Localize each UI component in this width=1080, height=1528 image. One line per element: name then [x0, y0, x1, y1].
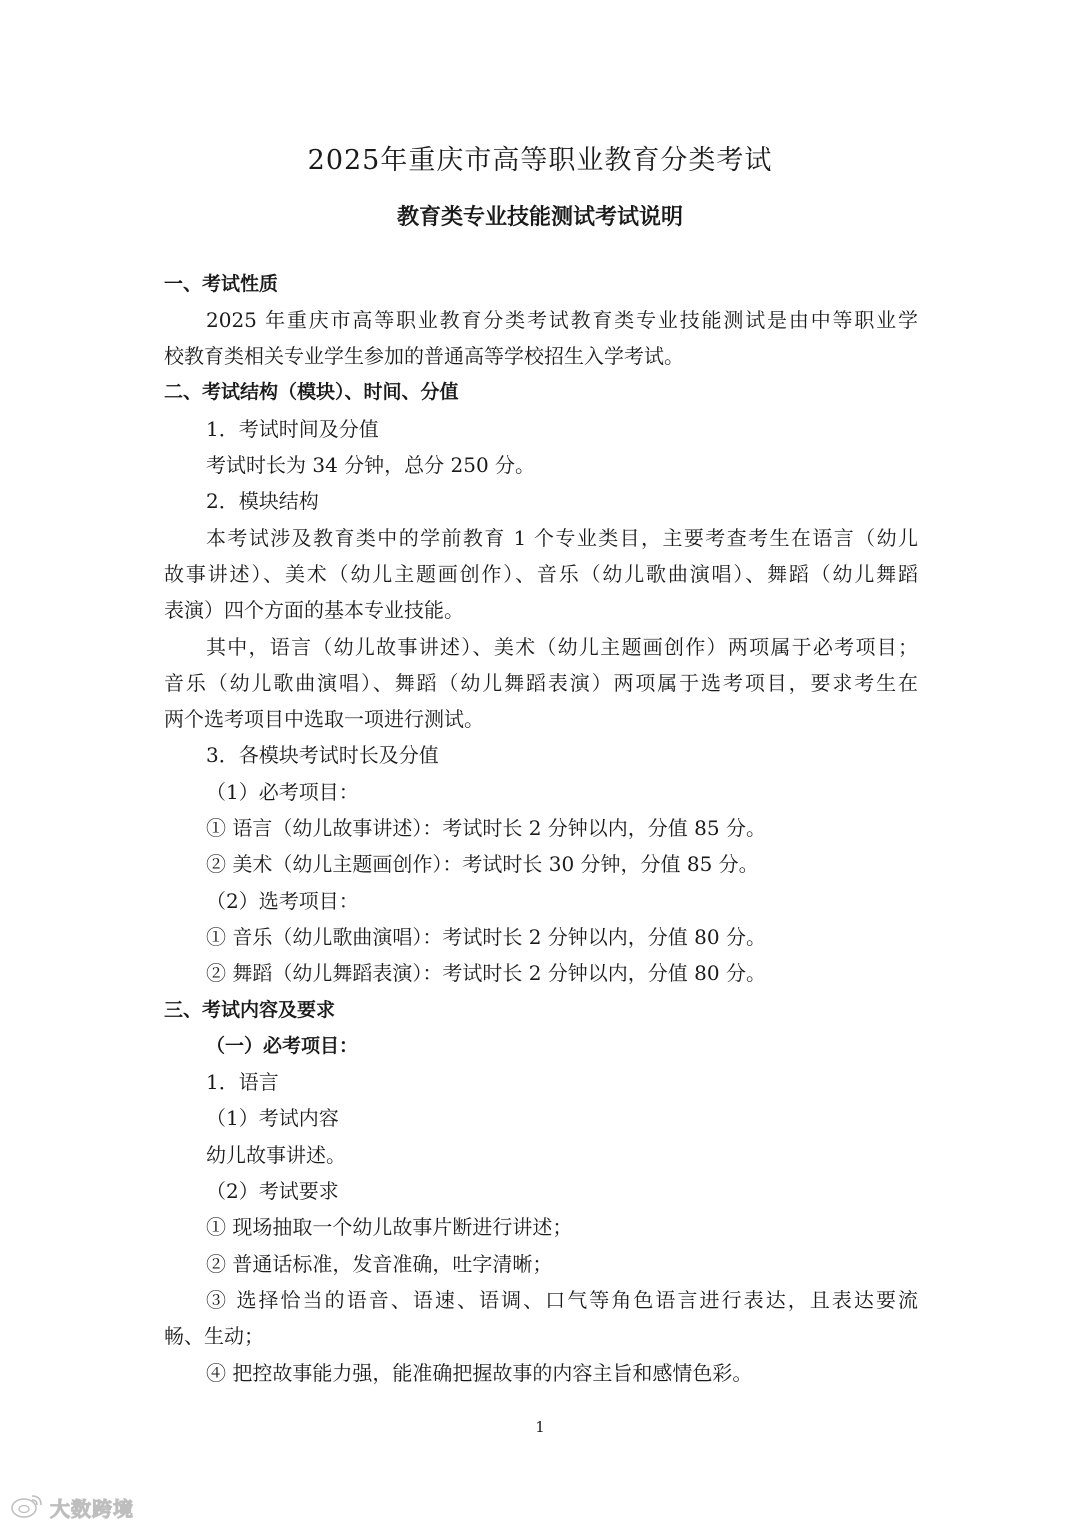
- list-item: ② 普通话标准，发音准确，吐字清晰；: [206, 1252, 553, 1276]
- paragraph-line: 幼儿故事讲述。: [206, 1143, 346, 1167]
- list-item-heading: 3．各模块考试时长及分值: [206, 743, 439, 767]
- paragraph-line: 表演）四个方面的基本专业技能。: [164, 598, 464, 622]
- list-item-continuation: 畅、生动；: [164, 1324, 264, 1348]
- document-title: 2025年重庆市高等职业教育分类考试: [307, 145, 773, 176]
- paragraph-line: 故事讲述）、美术（幼儿主题画创作）、音乐（幼儿歌曲演唱）、舞蹈（幼儿舞蹈: [164, 562, 918, 586]
- list-subheading: （1）考试内容: [206, 1106, 339, 1130]
- watermark-text: 大数跨境: [50, 1496, 134, 1521]
- paragraph-line: 本考试涉及教育类中的学前教育 1 个专业类目，主要考查考生在语言（幼儿: [206, 526, 918, 550]
- list-item: ① 现场抽取一个幼儿故事片断进行讲述；: [206, 1215, 573, 1239]
- paragraph-line: 其中，语言（幼儿故事讲述）、美术（幼儿主题画创作）两项属于必考项目；: [206, 635, 918, 659]
- paragraph-line: 2025 年重庆市高等职业教育分类考试教育类专业技能测试是由中等职业学: [206, 308, 918, 332]
- list-subheading: （2）考试要求: [206, 1179, 339, 1203]
- page-number: 1: [535, 1418, 545, 1436]
- list-item: ④ 把控故事能力强，能准确把握故事的内容主旨和感情色彩。: [206, 1361, 753, 1385]
- section-2-heading: 二、考试结构（模块）、时间、分值: [164, 381, 459, 403]
- list-item-heading: 1．语言: [206, 1070, 279, 1094]
- list-subheading: （1）必考项目：: [206, 780, 359, 804]
- paragraph-line: 两个选考项目中选取一项进行测试。: [164, 707, 484, 731]
- paragraph-line: 音乐（幼儿歌曲演唱）、舞蹈（幼儿舞蹈表演）两项属于选考项目，要求考生在: [164, 671, 918, 695]
- list-item-heading: 1．考试时间及分值: [206, 417, 379, 441]
- list-item: ① 音乐（幼儿歌曲演唱）：考试时长 2 分钟以内，分值 80 分。: [206, 925, 766, 949]
- list-item: ② 美术（幼儿主题画创作）：考试时长 30 分钟，分值 85 分。: [206, 852, 759, 876]
- subsection-heading: （一）必考项目：: [206, 1035, 359, 1057]
- paragraph-line: 校教育类相关专业学生参加的普通高等学校招生入学考试。: [164, 344, 684, 368]
- list-item: ② 舞蹈（幼儿舞蹈表演）：考试时长 2 分钟以内，分值 80 分。: [206, 961, 766, 985]
- section-1-heading: 一、考试性质: [164, 273, 279, 295]
- paragraph-line: 考试时长为 34 分钟，总分 250 分。: [206, 453, 536, 477]
- weibo-logo-icon: [10, 1491, 46, 1523]
- list-item: ① 语言（幼儿故事讲述）：考试时长 2 分钟以内，分值 85 分。: [206, 816, 766, 840]
- list-item-heading: 2．模块结构: [206, 489, 319, 513]
- list-subheading: （2）选考项目：: [206, 889, 359, 913]
- watermark: [10, 1492, 134, 1522]
- document-subtitle: 教育类专业技能测试考试说明: [396, 205, 683, 230]
- list-item: ③ 选择恰当的语音、语速、语调、口气等角色语言进行表达，且表达要流: [206, 1288, 918, 1312]
- section-3-heading: 三、考试内容及要求: [164, 999, 336, 1021]
